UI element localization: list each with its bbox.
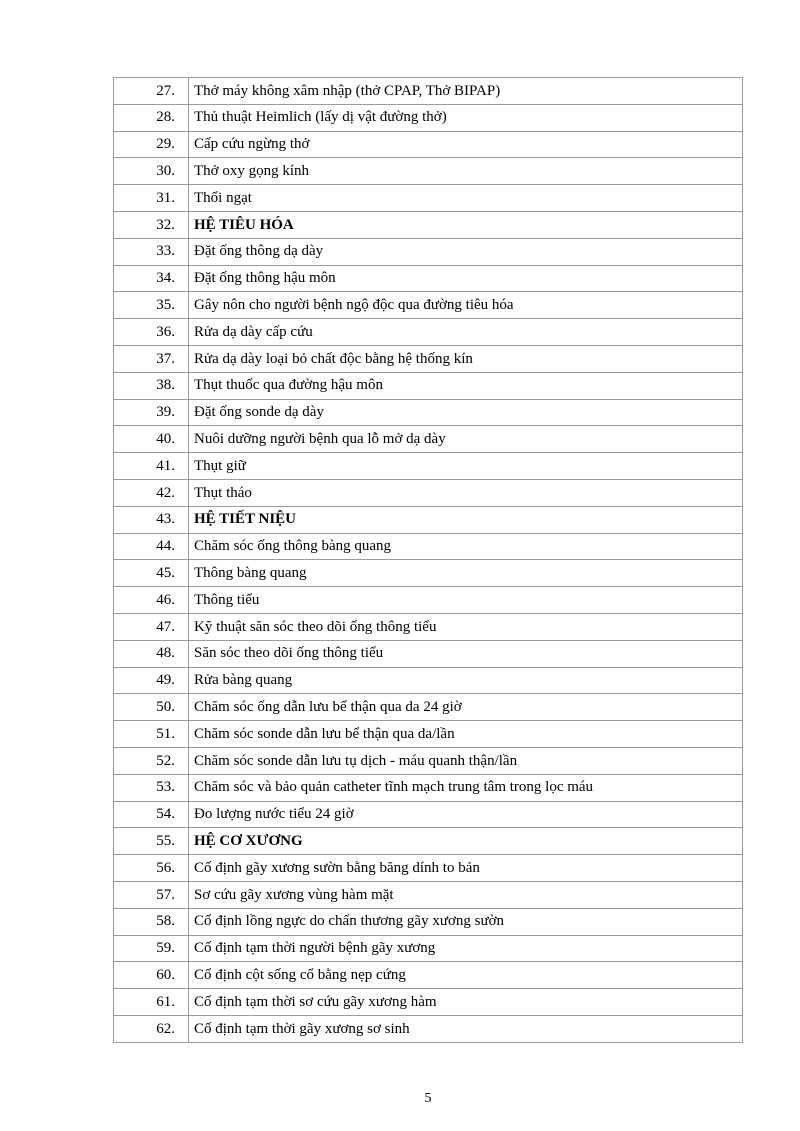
row-number: 45. (114, 560, 189, 587)
row-number: 60. (114, 962, 189, 989)
table-row (114, 185, 743, 212)
row-text: Đặt ống thông dạ dày (189, 238, 743, 265)
row-text: Thông bàng quang (189, 560, 743, 587)
row-number: 37. (114, 345, 189, 372)
row-number: 62. (114, 1015, 189, 1042)
row-text: Chăm sóc ống dẫn lưu bể thận qua da 24 giờ (189, 694, 743, 721)
row-number: 52. (114, 747, 189, 774)
table-row (114, 238, 743, 265)
row-text: Cố định cột sống cổ bằng nẹp cứng (189, 962, 743, 989)
row-text: Chăm sóc và bảo quản catheter tĩnh mạch trung tâm trong lọc máu (189, 774, 743, 801)
page-number: 5 (424, 1091, 432, 1106)
table-row (114, 694, 743, 721)
table-row (114, 292, 743, 319)
table-row (114, 801, 743, 828)
row-text: Rửa dạ dày loại bỏ chất độc bằng hệ thống kín (189, 345, 743, 372)
procedure-table (113, 77, 743, 1043)
table-row (114, 962, 743, 989)
row-number: 36. (114, 319, 189, 346)
row-number: 56. (114, 855, 189, 882)
table-row (114, 533, 743, 560)
table-row (114, 131, 743, 158)
row-number: 34. (114, 265, 189, 292)
row-text: Cố định tạm thời gãy xương sơ sinh (189, 1015, 743, 1042)
row-text: Thụt giữ (189, 453, 743, 480)
row-number: 42. (114, 479, 189, 506)
row-number: 32. (114, 211, 189, 238)
table-row (114, 667, 743, 694)
row-number: 40. (114, 426, 189, 453)
row-number: 48. (114, 640, 189, 667)
table-row (114, 828, 743, 855)
table-row (114, 587, 743, 614)
row-text: Cấp cứu ngừng thở (189, 131, 743, 158)
table-row (114, 721, 743, 748)
row-text: Đặt ống sonde dạ dày (189, 399, 743, 426)
table-row (114, 265, 743, 292)
row-text: Thông tiểu (189, 587, 743, 614)
table-row (114, 908, 743, 935)
table-row (114, 158, 743, 185)
row-number: 39. (114, 399, 189, 426)
table-row (114, 399, 743, 426)
row-number: 57. (114, 881, 189, 908)
table-row (114, 935, 743, 962)
row-text: Thụt thuốc qua đường hậu môn (189, 372, 743, 399)
row-number: 31. (114, 185, 189, 212)
row-number: 27. (114, 78, 189, 105)
row-number: 41. (114, 453, 189, 480)
table-row (114, 372, 743, 399)
table-row (114, 319, 743, 346)
row-text: Chăm sóc ống thông bàng quang (189, 533, 743, 560)
row-number: 38. (114, 372, 189, 399)
row-text: Đo lượng nước tiểu 24 giờ (189, 801, 743, 828)
row-text: Thụt tháo (189, 479, 743, 506)
row-text: Thổi ngạt (189, 185, 743, 212)
row-number: 54. (114, 801, 189, 828)
row-number: 50. (114, 694, 189, 721)
row-text: Chăm sóc sonde dẫn lưu bể thận qua da/lần (189, 721, 743, 748)
row-text: Thở oxy gọng kính (189, 158, 743, 185)
row-number: 51. (114, 721, 189, 748)
row-number: 61. (114, 989, 189, 1016)
row-number: 49. (114, 667, 189, 694)
procedure-table-body (114, 78, 743, 1043)
row-text: Cố định tạm thời sơ cứu gãy xương hàm (189, 989, 743, 1016)
table-row (114, 1015, 743, 1042)
table-row (114, 989, 743, 1016)
row-number: 35. (114, 292, 189, 319)
row-text: HỆ TIẾT NIỆU (189, 506, 743, 533)
table-row (114, 506, 743, 533)
row-number: 29. (114, 131, 189, 158)
table-row (114, 479, 743, 506)
table-row (114, 855, 743, 882)
table-row (114, 211, 743, 238)
row-number: 33. (114, 238, 189, 265)
row-text: Chăm sóc sonde dẫn lưu tụ dịch - máu quanh thận/lần (189, 747, 743, 774)
table-row (114, 640, 743, 667)
row-number: 44. (114, 533, 189, 560)
row-text: Cố định lồng ngực do chấn thương gãy xương sườn (189, 908, 743, 935)
row-number: 28. (114, 104, 189, 131)
table-row (114, 345, 743, 372)
row-number: 58. (114, 908, 189, 935)
row-text: Cố định tạm thời người bệnh gãy xương (189, 935, 743, 962)
row-number: 43. (114, 506, 189, 533)
table-row (114, 453, 743, 480)
row-number: 30. (114, 158, 189, 185)
row-number: 47. (114, 613, 189, 640)
row-text: Rửa bàng quang (189, 667, 743, 694)
row-text: Thủ thuật Heimlich (lấy dị vật đường thở) (189, 104, 743, 131)
row-text: Kỹ thuật săn sóc theo dõi ống thông tiểu (189, 613, 743, 640)
row-number: 59. (114, 935, 189, 962)
row-text: Nuôi dưỡng người bệnh qua lỗ mở dạ dày (189, 426, 743, 453)
row-text: Đặt ống thông hậu môn (189, 265, 743, 292)
table-row (114, 613, 743, 640)
row-number: 53. (114, 774, 189, 801)
row-number: 46. (114, 587, 189, 614)
row-text: Săn sóc theo dõi ống thông tiểu (189, 640, 743, 667)
row-text: HỆ CƠ XƯƠNG (189, 828, 743, 855)
row-text: Cố định gãy xương sườn bằng băng dính to bản (189, 855, 743, 882)
table-row (114, 78, 743, 105)
table-row (114, 881, 743, 908)
row-text: HỆ TIÊU HÓA (189, 211, 743, 238)
row-text: Sơ cứu gãy xương vùng hàm mặt (189, 881, 743, 908)
row-text: Thở máy không xâm nhập (thở CPAP, Thở BIPAP) (189, 78, 743, 105)
table-row (114, 104, 743, 131)
row-text: Gây nôn cho người bệnh ngộ độc qua đường tiêu hóa (189, 292, 743, 319)
table-row (114, 747, 743, 774)
table-row (114, 560, 743, 587)
table-row (114, 774, 743, 801)
table-row (114, 426, 743, 453)
row-number: 55. (114, 828, 189, 855)
row-text: Rửa dạ dày cấp cứu (189, 319, 743, 346)
